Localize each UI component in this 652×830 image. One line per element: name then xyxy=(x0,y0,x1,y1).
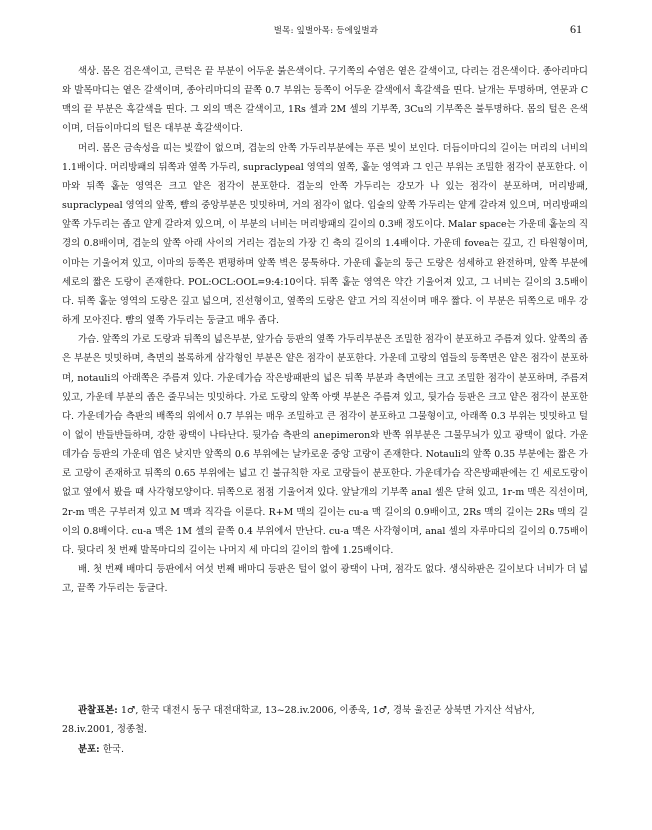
paragraph-color: 색상. 몸은 검은색이고, 큰턱은 끝 부분이 어두운 붉은색이다. 구기쪽의 수염은 옅은 갈색이고, 다리는 검은색이다. 종아리마디와 발목마디는 옅은 갈색이며, 종아리마디의 끝쪽 0.7 부위는 등쪽이 어두운 갈색에서 흑갈색을 띤다. 날개는 투명하며, 연문과 C 맥의 끝 부분은 흑갈색을 띤다. 그 외의 맥은 갈색이고, 1Rs 셀과 2M 셀의 기부쪽, 3Cu의 기부쪽은 불투명하다. 몸의 털은 은색이며, 더듬이마디의 털은 대부분 흑갈색이다. xyxy=(62,66,588,135)
page-number: 61 xyxy=(570,22,582,36)
paragraph-thorax: 가슴. 앞쪽의 가로 도랑과 뒤쪽의 넓은부분, 앞가슴 등판의 옆쪽 가두리부분은 조밀한 점각이 분포하고 주름져 있다. 앞쪽의 좁은 부분은 밋밋하며, 측면의 볼록하게 삼각형인 부분은 얕은 점각이 분포한다. 가운데 고랑의 엽들의 등쪽면은 얕은 점각이 분포하며, notauli의 아래쪽은 주름져 있다. 가운데가슴 작은방패판의 넓은 뒤쪽 부분과 측면에는 크고 조밀한 점각이 분포하며, 주름져 있고, 가운데 부분의 좁은 줄무늬는 밋밋하다. 가로 도랑의 앞쪽 아랫 부분은 주름져 있고, 뒷가슴 등판은 크고 얕은 점각이 분포한다. 가운데가슴 측판의 배쪽의 위에서 0.7 부위는 매우 조밀하고 큰 점각이 분포하고 그물형이고, 아래쪽 0.3 부위는 밋밋하고 털이 없이 반들반들하며, 강한 광택이 나타난다. 뒷가슴 측판의 anepimeron와 반쪽 위부분은 그물무늬가 있고 광택이 없다. 가운데가슴 등판의 가운데 엽은 낮지만 앞쪽의 0.6 부위에는 날카로운 중앙 고랑이 존재한다. Notauli의 앞쪽 0.35 부분에는 짧은 가로 고랑이 존재하고 뒤쪽의 0.65 부위에는 넓고 긴 불규칙한 자로 고랑들이 분포한다. 가운데가슴 작은방패판에는 긴 세로도랑이 없고 옆에서 봤을 때 사각형모양이다. 뒤쪽으로 점점 기울어져 있다. 앞날개의 기부쪽 anal 셀은 닫혀 있고, 1r-m 맥은 직선이며, 2r-m 맥은 구부러져 있고 M 맥과 직각을 이룬다. R+M 맥의 길이는 cu-a 맥 길이의 0.9배이고, 2Rs 맥의 길이는 2Rs 맥의 길이의 0.8배이다. cu-a 맥은 1M 셀의 끝쪽 0.4 부위에서 만난다. cu-a 맥은 사각형이며, anal 셀의 자루마디의 길이의 0.75배이다. 뒷다리 첫 번째 발목마디의 길이는 나머지 세 마디의 길이의 합에 1.25배이다. xyxy=(62,334,588,556)
specimens-text: 1♂, 한국 대전시 동구 대전대학교, 13~28.iv.2006, 이종욱, 1♂, 경북 울진군 상북면 가지산 석남사, 28.iv.2001, 정종철. xyxy=(62,705,535,736)
description-body xyxy=(62,62,588,598)
distribution-line: 분포: 한국. xyxy=(78,743,124,755)
specimens-line: 관찰표본: 1♂, 한국 대전시 동구 대전대학교, 13~28.iv.2006, 이종욱, 1♂, 경북 울진군 상북면 가지산 석남사, 28.iv.2001, 정종철. xyxy=(62,705,535,736)
specimens-label: 관찰표본 xyxy=(78,705,115,716)
specimen-info xyxy=(62,701,588,759)
distribution-text: 한국. xyxy=(102,743,124,755)
paragraph-abdomen: 배. 첫 번째 배마디 등판에서 여섯 번째 배마디 등판은 털이 없이 광택이 나며, 점각도 없다. 생식하판은 길이보다 너비가 더 넓고, 끝쪽 가두리는 둥글다. xyxy=(62,564,588,595)
distribution-label: 분포 xyxy=(78,743,97,755)
paragraph-head: 머리. 몸은 금속성을 띠는 빛깔이 없으며, 겹눈의 안쪽 가두리부분에는 푸른 빛이 보인다. 더듬이마디의 길이는 머리의 너비의 1.1배이다. 머리방패의 뒤쪽과 옆쪽 가두리, supraclypeal 영역의 옆쪽, 홑눈 영역과 그 인근 부위는 조밀한 점각이 분포한다. 이마와 뒤쪽 홑눈 영역은 크고 얕은 점각이 분포한다. 겹눈의 안쪽 가두리는 강모가 나 있는 점각이 분포하며, 머리방패, supraclypeal 영역의 앞쪽, 뺨의 중앙부분은 밋밋하며, 거의 점각이 없다. 입술의 앞쪽 가두리는 얕게 갈라져 있으며, 머리방패의 앞쪽 가두리는 좁고 얕게 갈라져 있으며, 이 부분의 너비는 머리방패의 길이의 0.3배 정도이다. Malar space는 가운데 홑눈의 직경의 0.8배이며, 겹눈의 앞쪽 아래 사이의 거리는 겹눈의 가장 긴 축의 길이의 1.4배이다. 가운데 fovea는 깊고, 긴 타원형이며, 이마는 기울어져 있고, 이마의 등쪽은 편평하며 앞쪽 벽은 뭉툭하다. 가운데 홑눈의 둥근 도랑은 섬세하고 완전하며, 앞쪽 부분에 세로의 짧은 도랑이 존재한다. POL:OCL:OOL=9:4:10이다. 뒤쪽 홑눈 영역은 약간 기울어져 있고, 그 너비는 길이의 3.5배이다. 뒤쪽 홑눈 영역의 도랑은 깊고 넓으며, 진선형이고, 옆쪽의 도랑은 얕고 거의 직선이며 매우 짧다. 이 부분은 뒤쪽으로 매우 강하게 모아진다. 뺨의 옆쪽 가두리는 둥글고 매우 좁다. xyxy=(62,142,588,327)
running-title: 벌목: 잎벌아목: 등에잎벌과 xyxy=(273,26,379,36)
page-header xyxy=(0,22,652,42)
